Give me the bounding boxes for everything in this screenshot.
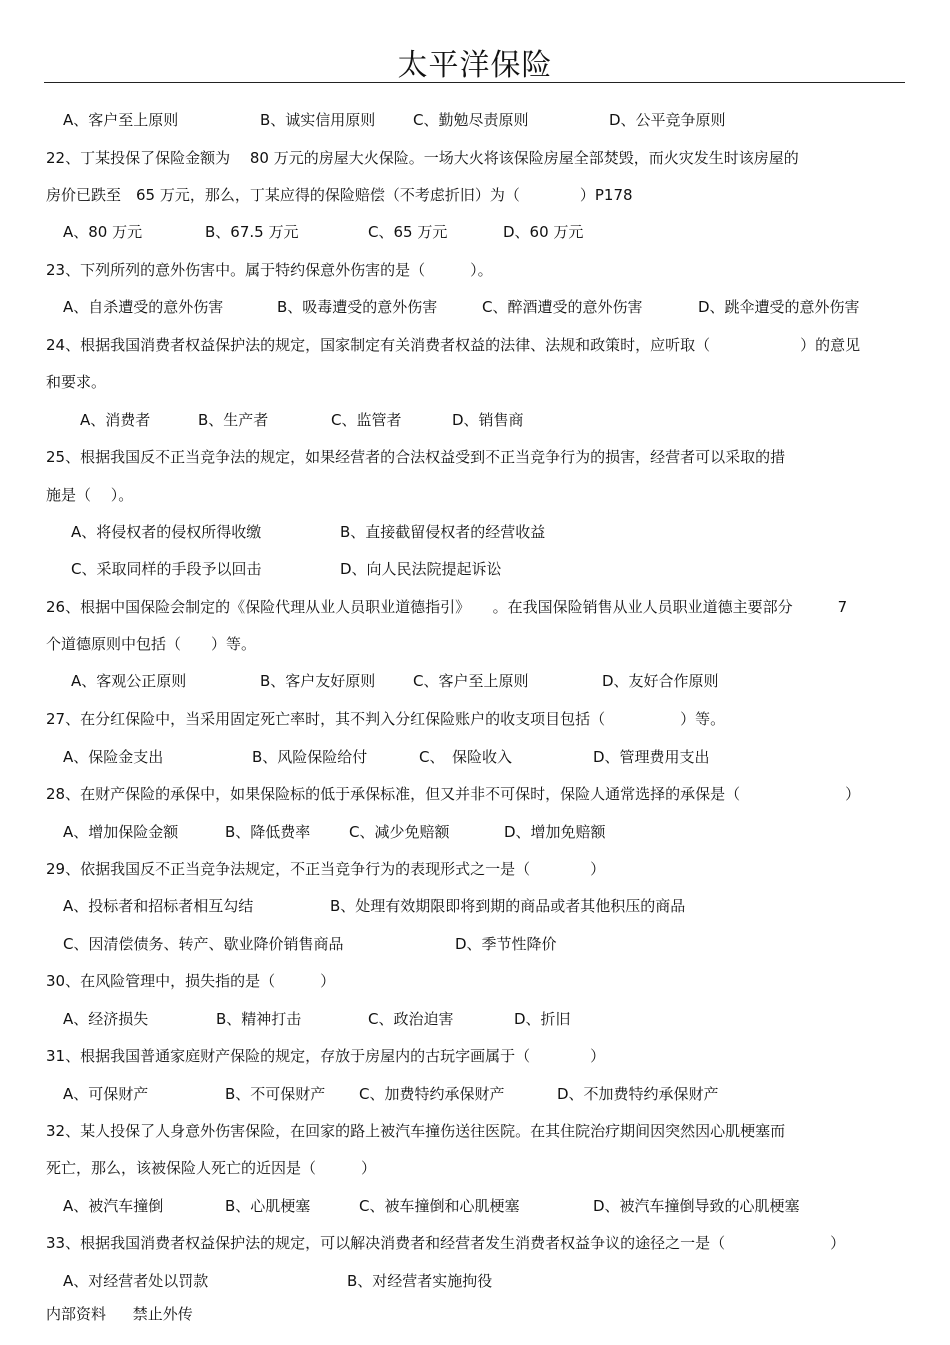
answer-option: D、友好合作原则 <box>602 672 719 690</box>
question-text-line: 22、丁某投保了保险金额为 80 万元的房屋大火保险。一场大火将该保险房屋全部焚毁，而火灾发生时该房屋的 <box>46 149 799 167</box>
answer-option: C、客户至上原则 <box>413 672 529 690</box>
answer-option: D、60 万元 <box>503 223 584 241</box>
answer-option: B、降低费率 <box>225 823 311 841</box>
question-text-line: 24、根据我国消费者权益保护法的规定，国家制定有关消费者权益的法律、法规和政策时，应听取（ ）的意见 <box>46 336 861 354</box>
answer-option: C、65 万元 <box>368 223 448 241</box>
answer-option: B、直接截留侵权者的经营收益 <box>340 523 546 541</box>
question-text-line: 28、在财产保险的承保中，如果保险标的低于承保标准，但又并非不可保时，保险人通常选择的承保是（ ） <box>46 785 861 803</box>
question-text-line: 死亡，那么，该被保险人死亡的近因是（ ） <box>46 1159 377 1177</box>
answer-option: B、精神打击 <box>216 1010 302 1028</box>
answer-option: B、诚实信用原则 <box>260 111 376 129</box>
header-divider <box>44 82 905 83</box>
answer-option: A、80 万元 <box>63 223 143 241</box>
answer-option: D、跳伞遭受的意外伤害 <box>698 298 860 316</box>
question-text-line: 施是（ ）。 <box>46 486 134 504</box>
answer-option: A、对经营者处以罚款 <box>63 1272 209 1290</box>
answer-option: A、增加保险金额 <box>63 823 179 841</box>
answer-option: B、心肌梗塞 <box>225 1197 311 1215</box>
answer-option: D、不加费特约承保财产 <box>557 1085 719 1103</box>
question-text-line: 个道德原则中包括（ ）等。 <box>46 635 257 653</box>
answer-option: D、季节性降价 <box>455 935 557 953</box>
question-text-line: 25、根据我国反不正当竞争法的规定，如果经营者的合法权益受到不正当竞争行为的损害，经营者可以采取的措 <box>46 448 786 466</box>
answer-option: C、减少免赔额 <box>349 823 450 841</box>
footer-confidential-label: 禁止外传 <box>132 1305 193 1323</box>
question-text-line: 32、某人投保了人身意外伤害保险，在回家的路上被汽车撞伤送往医院。在其住院治疗期间因突然因心肌梗塞而 <box>46 1122 786 1140</box>
answer-option: A、经济损失 <box>63 1010 149 1028</box>
answer-option: B、生产者 <box>198 411 269 429</box>
answer-option: C、加费特约承保财产 <box>359 1085 505 1103</box>
answer-option: D、被汽车撞倒导致的心肌梗塞 <box>593 1197 800 1215</box>
question-text-line: 房价已跌至 65 万元，那么，丁某应得的保险赔偿（不考虑折旧）为（ ）P178 <box>46 186 633 204</box>
answer-option: C、醉酒遭受的意外伤害 <box>482 298 643 316</box>
question-text-line: 26、根据中国保险会制定的《保险代理从业人员职业道德指引》 。在我国保险销售从业人员职业道德主要部分 7 <box>46 598 848 616</box>
answer-option: C、采取同样的手段予以回击 <box>71 560 262 578</box>
answer-option: A、客户至上原则 <box>63 111 179 129</box>
answer-option: A、投标者和招标者相互勾结 <box>63 897 254 915</box>
answer-option: B、客户友好原则 <box>260 672 376 690</box>
answer-option: B、不可保财产 <box>225 1085 326 1103</box>
question-text-line: 27、在分红保险中，当采用固定死亡率时，其不判入分红保险账户的收支项目包括（ ）等。 <box>46 710 726 728</box>
answer-option: C、勤勉尽责原则 <box>413 111 529 129</box>
answer-option: A、可保财产 <box>63 1085 149 1103</box>
answer-option: D、增加免赔额 <box>504 823 606 841</box>
answer-option: A、客观公正原则 <box>71 672 187 690</box>
answer-option: B、处理有效期限即将到期的商品或者其他积压的商品 <box>330 897 686 915</box>
question-text-line: 23、下列所列的意外伤害中。属于特约保意外伤害的是（ ）。 <box>46 261 493 279</box>
answer-option: B、对经营者实施拘役 <box>347 1272 493 1290</box>
answer-option: A、自杀遭受的意外伤害 <box>63 298 224 316</box>
answer-option: C、监管者 <box>331 411 402 429</box>
page-title: 太平洋保险 <box>397 48 553 83</box>
answer-option: A、被汽车撞倒 <box>63 1197 164 1215</box>
footer <box>46 1303 215 1324</box>
answer-option: D、管理费用支出 <box>593 748 710 766</box>
question-text-line: 31、根据我国普通家庭财产保险的规定，存放于房屋内的古玩字画属于（ ） <box>46 1047 606 1065</box>
answer-option: C、被车撞倒和心肌梗塞 <box>359 1197 520 1215</box>
answer-option: B、风险保险给付 <box>252 748 368 766</box>
answer-option: C、 保险收入 <box>419 748 512 766</box>
answer-option: C、因清偿债务、转产、歇业降价销售商品 <box>63 935 344 953</box>
question-text-line: 33、根据我国消费者权益保护法的规定，可以解决消费者和经营者发生消费者权益争议的途径之一是（ ） <box>46 1234 846 1252</box>
answer-option: B、67.5 万元 <box>205 223 299 241</box>
answer-option: B、吸毒遭受的意外伤害 <box>277 298 438 316</box>
answer-option: A、消费者 <box>80 411 151 429</box>
answer-option: D、公平竞争原则 <box>609 111 726 129</box>
answer-option: D、向人民法院提起诉讼 <box>340 560 502 578</box>
answer-option: A、保险金支出 <box>63 748 164 766</box>
question-text-line: 29、依据我国反不正当竞争法规定，不正当竞争行为的表现形式之一是（ ） <box>46 860 606 878</box>
answer-option: D、销售商 <box>452 411 524 429</box>
question-text-line: 和要求。 <box>46 373 107 391</box>
answer-option: A、将侵权者的侵权所得收缴 <box>71 523 262 541</box>
question-text-line: 30、在风险管理中，损失指的是（ ） <box>46 972 336 990</box>
answer-option: D、折旧 <box>514 1010 571 1028</box>
footer-internal-label: 内部资料 <box>46 1305 107 1323</box>
answer-option: C、政治迫害 <box>368 1010 454 1028</box>
